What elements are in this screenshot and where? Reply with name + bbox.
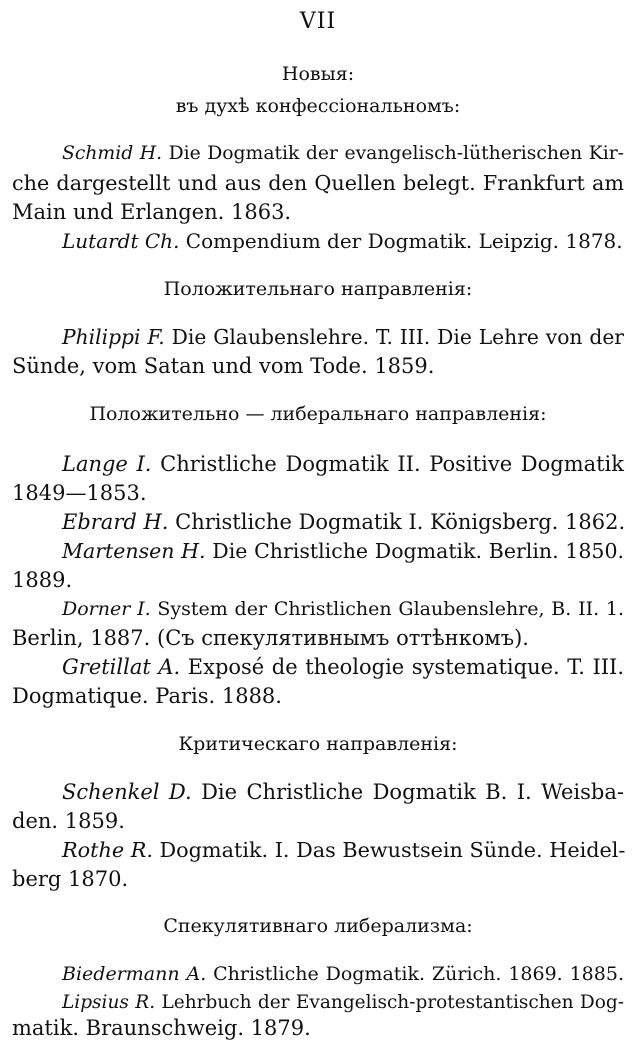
bib-text: Die Christliche Dogmatik. Berlin. 1850. [205, 539, 624, 563]
bib-entry-line: 1889. [12, 568, 73, 592]
bib-entry-line: Sünde, vom Satan und vom Tode. 1859. [12, 354, 435, 378]
bib-entry-line: matik. Braunschweig. 1879. [12, 1016, 311, 1040]
bib-author: Schenkel D. [62, 780, 192, 804]
bib-author: Lipsius R. [62, 992, 156, 1013]
bib-entry-first-line [62, 989, 624, 1017]
bib-author: Philippi F. [62, 325, 165, 349]
section-heading-speculative: Спекулятивнаго либерализма: [163, 915, 473, 937]
bib-entry-line: den. 1859. [12, 809, 125, 833]
bib-entry-first-line [62, 836, 624, 864]
bib-entry-line: che dargestellt und aus den Quellen belegt. Frankfurt am [12, 171, 624, 195]
bib-entry-first-line [62, 653, 624, 681]
bib-author: Lange I. [62, 452, 152, 476]
bib-author: Lutardt Ch. [62, 229, 180, 253]
bib-entry-first-line [62, 537, 624, 565]
bib-author: Rothe R. [62, 838, 153, 862]
bib-text: Die Dogmatik der evangelisch-lütherischen Kir- [162, 143, 624, 164]
section-heading-positive: Положительнаго направленія: [163, 278, 473, 300]
bib-author: Gretillat A. [62, 655, 181, 679]
bib-text: Die Glaubenslehre. T. III. Die Lehre von der [164, 325, 624, 349]
section-heading-positive-liberal: Положительно — либеральнаго направленія: [89, 403, 547, 425]
bib-text: Exposé de theologie systematique. T. III. [180, 655, 625, 679]
section-heading-critical: Критическаго направленія: [178, 733, 458, 755]
bib-author: Biedermann A. [62, 963, 207, 985]
bib-entry-first-line [62, 508, 624, 536]
bib-text: Dogmatik. I. Das Bewustsein Sünde. Heidel- [152, 838, 626, 862]
bib-text: Compendium der Dogmatik. Leipzig. 1878. [179, 229, 623, 253]
bib-entry-first-line [62, 140, 624, 168]
bib-text: Lehrbuch der Evangelisch-protestantischen Dog- [155, 992, 624, 1013]
bib-author: Ebrard H. [62, 510, 169, 534]
bib-entry-first-line [62, 778, 624, 806]
bib-entry-first-line [62, 595, 624, 623]
bib-author: Dorner I. [62, 598, 151, 620]
bib-text: Christliche Dogmatik I. Königsberg. 1862. [168, 510, 626, 534]
bib-text: System der Christlichen Glaubenslehre, B. II. 1. [150, 598, 625, 620]
bib-text: Die Christliche Dogmatik B. I. Weisba- [191, 780, 624, 804]
bib-author: Martensen H. [62, 539, 206, 563]
bib-entry-line: Main und Erlangen. 1863. [12, 200, 292, 224]
bib-author: Schmid H. [62, 143, 163, 164]
bib-entry-first-line [62, 450, 624, 478]
bib-text: Christliche Dogmatik II. Positive Dogmatik [151, 452, 625, 476]
heading-new: Новыя: [281, 63, 355, 85]
bib-entry-first-line [62, 227, 624, 255]
page-number: VII [299, 9, 337, 34]
bib-entry-first-line [62, 323, 624, 351]
bib-entry-line: berg 1870. [12, 867, 129, 891]
bib-entry-line: Berlin, 1887. (Съ спекулятивнымъ оттѣнкомъ). [12, 626, 529, 650]
bib-entry-first-line [62, 960, 624, 988]
bib-text: Christliche Dogmatik. Zürich. 1869. 1885. [206, 963, 624, 985]
bib-entry-line: Dogmatique. Paris. 1888. [12, 684, 282, 708]
bib-entry-line: 1849—1853. [12, 481, 147, 505]
heading-confessional: въ духѣ конфессіональномъ: [175, 95, 461, 117]
